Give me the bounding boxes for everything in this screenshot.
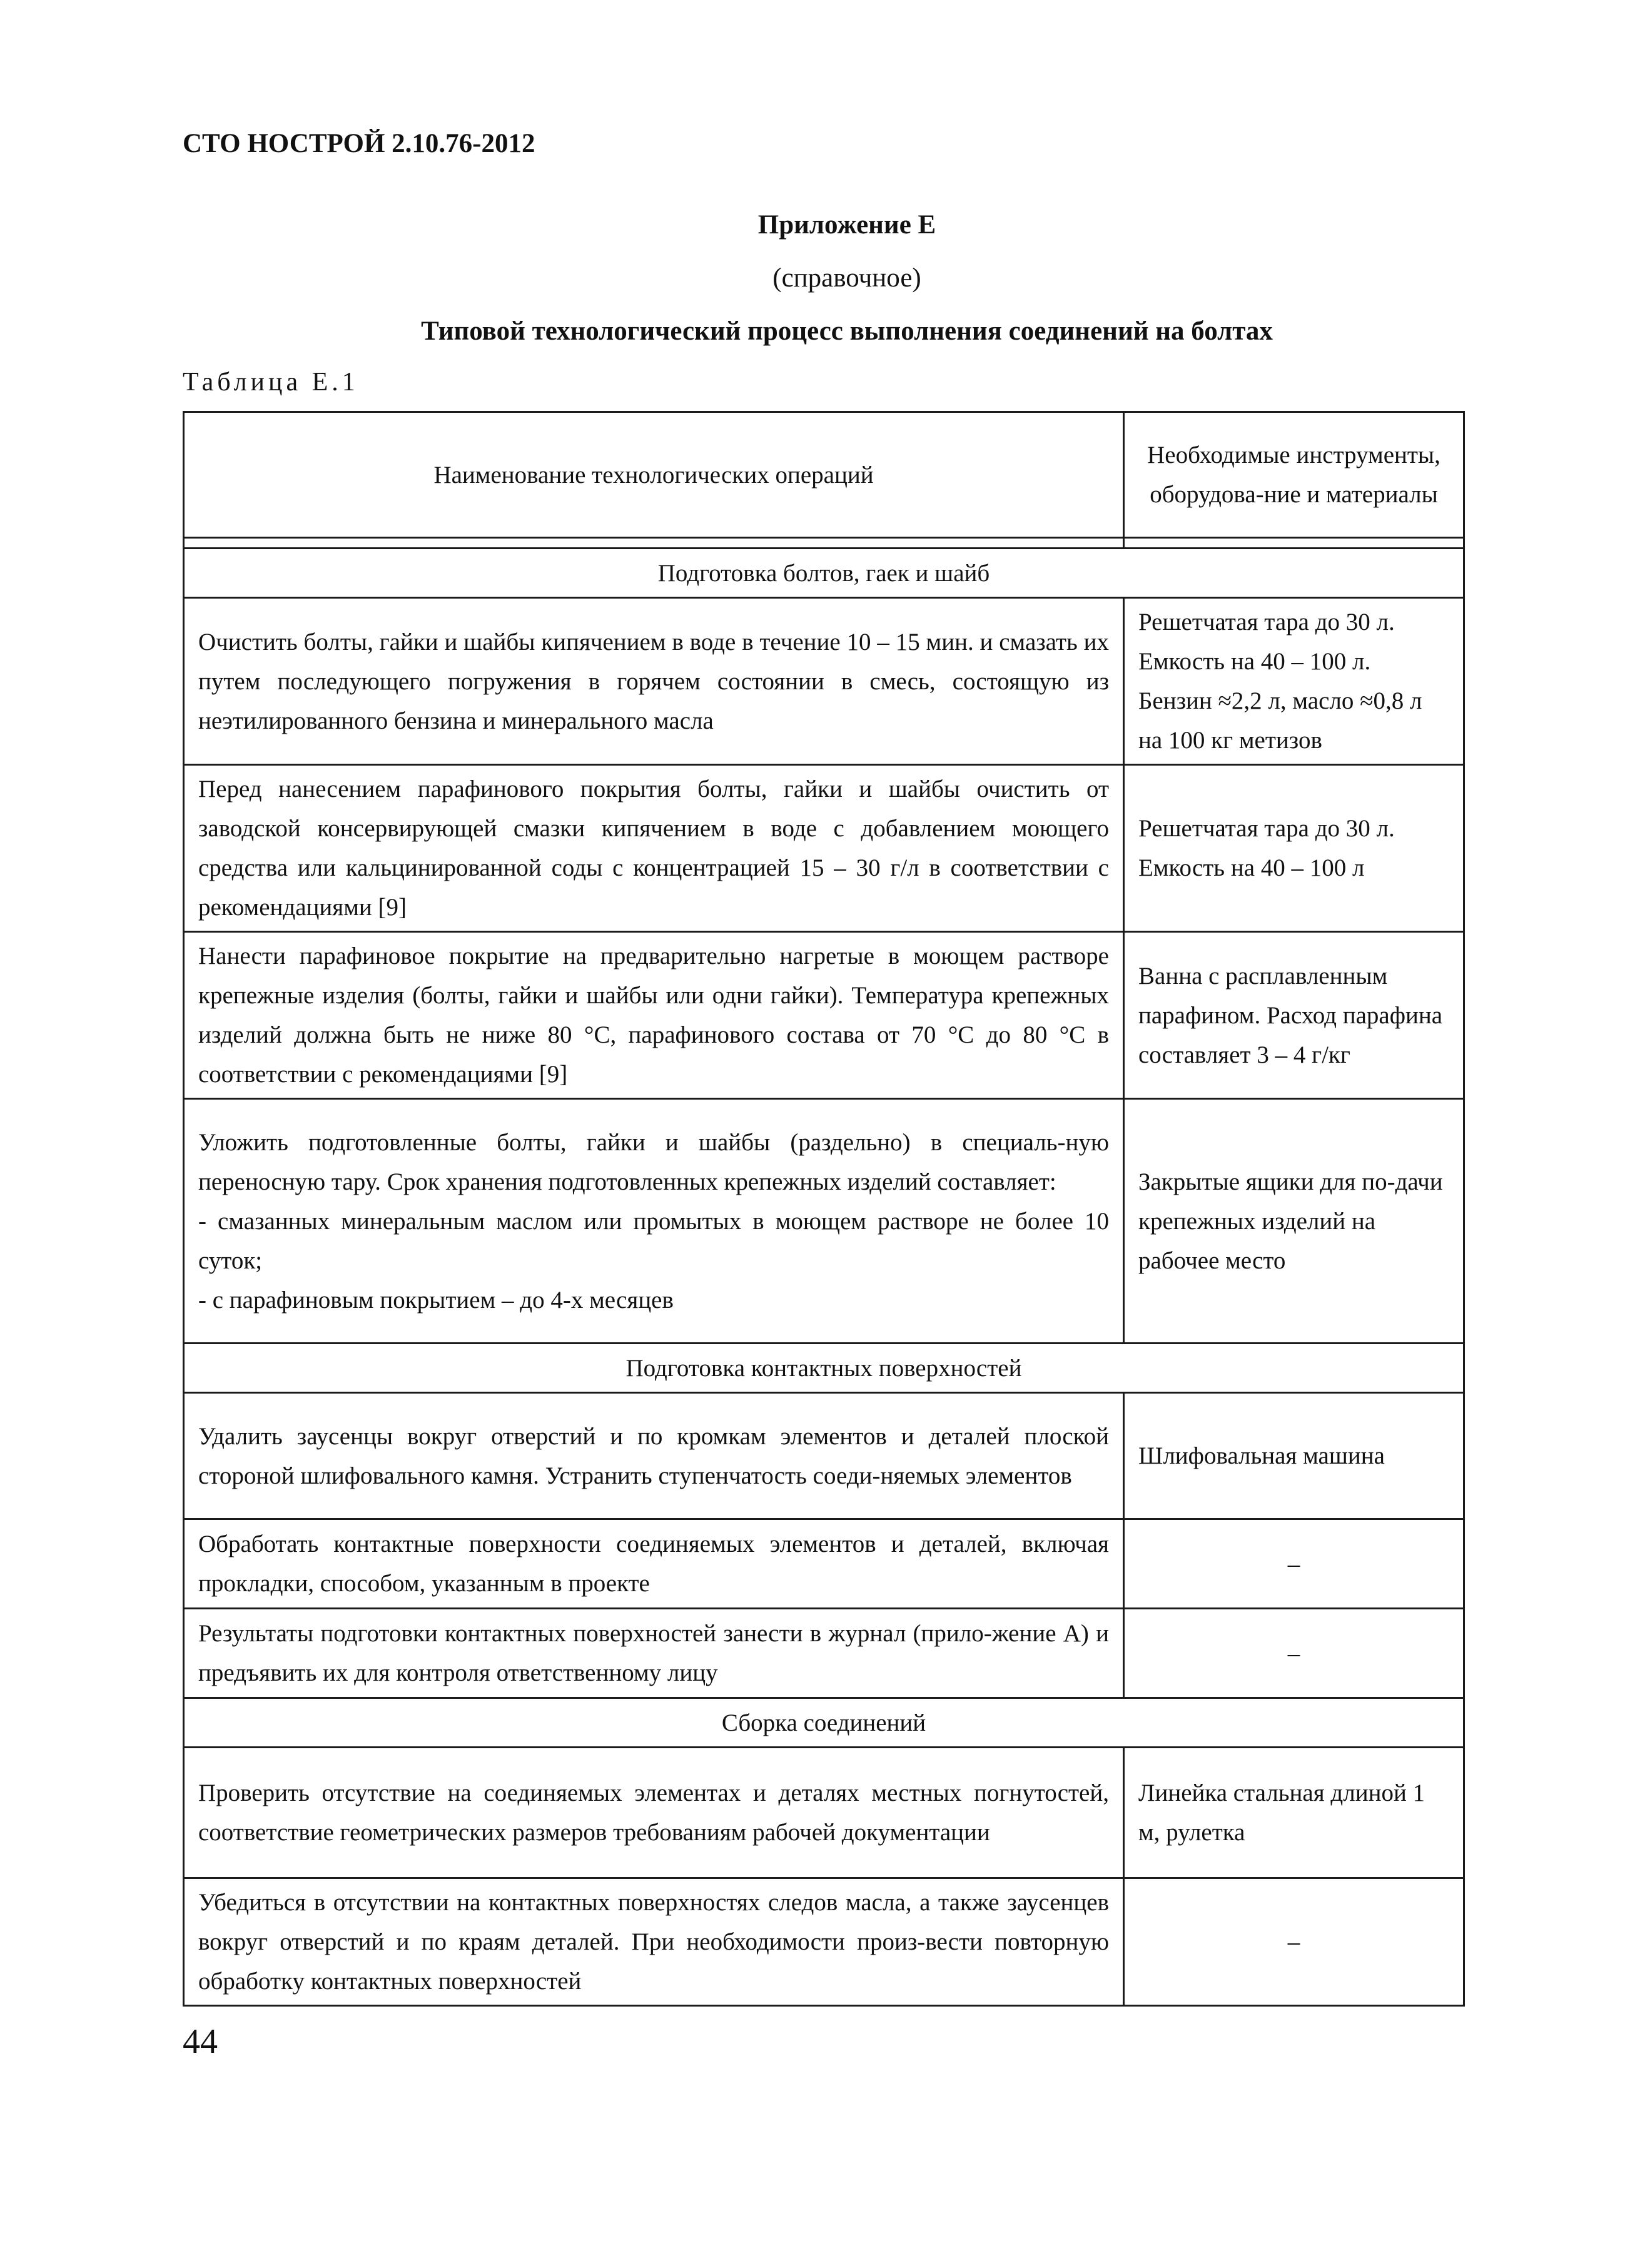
table-row (184, 1099, 1464, 1344)
tools-text: Решетчатая тара до 30 л. Емкость на 40 – 100 л. Бензин ≈2,2 л, масло ≈0,8 л на 100 кг метизов (1138, 609, 1422, 754)
table-row (184, 598, 1464, 765)
tools-text: Ванна с расплавленным парафином. Расход парафина составляет 3 – 4 г/кг (1138, 962, 1443, 1068)
table-row (184, 1519, 1464, 1609)
operations-table (183, 411, 1465, 2007)
operation-cell (184, 1393, 1124, 1519)
section-row (184, 1698, 1464, 1748)
operation-text: Уложить подготовленные болты, гайки и шайбы (раздельно) в специаль-ную переносную тару. Срок хранения подготовленных крепежных изделий составляет: - смазанных минеральным маслом или промытых в моющем растворе не более 10 суток; - с парафиновым покрытием – до 4-х месяцев (198, 1128, 1109, 1314)
tools-cell (1124, 1099, 1464, 1344)
tools-cell (1124, 1748, 1464, 1878)
tools-cell (1124, 1878, 1464, 2006)
tools-cell (1124, 598, 1464, 765)
operation-cell (184, 765, 1124, 932)
operation-cell (184, 1099, 1124, 1344)
section-title: Подготовка контактных поверхностей (184, 1344, 1464, 1393)
appendix-heading: Типовой технологический процесс выполнения соединений на болтах (421, 316, 1273, 346)
appendix-kind: (справочное) (772, 263, 921, 293)
table-row (184, 1393, 1464, 1519)
table-row (184, 765, 1464, 932)
tools-text: Закрытые ящики для по-дачи крепежных изделий на рабочее место (1138, 1168, 1443, 1274)
operation-text: Очистить болты, гайки и шайбы кипячением в воде в течение 10 – 15 мин. и смазать их путем последующего погружения в горячем состоянии в смесь, состоящую из неэтилированного бензина и минерального масла (198, 628, 1109, 734)
tools-cell (1124, 1609, 1464, 1698)
tools-text: Шлифовальная машина (1138, 1442, 1385, 1469)
operation-text: Проверить отсутствие на соединяемых элементах и деталях местных погнутостей, соответствие геометрических размеров требованиям рабочей документации (198, 1779, 1109, 1846)
tools-text: – (1287, 1550, 1300, 1577)
header-separator-cell (1124, 538, 1464, 549)
tools-cell (1124, 765, 1464, 932)
operation-cell (184, 1878, 1124, 2006)
document-code: СТО НОСТРОЙ 2.10.76-2012 (183, 129, 535, 158)
operation-cell (184, 1609, 1124, 1698)
table-row (184, 1609, 1464, 1698)
tools-cell (1124, 1393, 1464, 1519)
column-header-operation: Наименование технологических операций (184, 412, 1124, 538)
operation-cell (184, 1748, 1124, 1878)
operation-cell (184, 1519, 1124, 1609)
table-header-row (184, 412, 1464, 538)
operation-text: Убедиться в отсутствии на контактных поверхностях следов масла, а также заусенцев вокруг отверстий и по краям деталей. При необходимости произ-вести повторную обработку контактных поверхностей (198, 1889, 1109, 1995)
tools-text: – (1287, 1928, 1300, 1955)
tools-text: Линейка стальная длиной 1 м, рулетка (1138, 1779, 1425, 1846)
operation-text: Перед нанесением парафинового покрытия болты, гайки и шайбы очистить от заводской консервирующей смазки кипячением в воде с добавлением моющего средства или кальцинированной соды с концентрацией 15 – 30 г/л в соответствии с рекомендациями [9] (198, 776, 1109, 921)
table-row (184, 1878, 1464, 2006)
table-caption: Таблица Е.1 (183, 368, 359, 397)
page-number: 44 (183, 2022, 218, 2061)
section-row (184, 549, 1464, 598)
header-separator-cell (184, 538, 1124, 549)
appendix-title: Приложение Е (757, 210, 936, 240)
tools-cell (1124, 932, 1464, 1099)
header-separator (184, 538, 1464, 549)
section-title: Сборка соединений (184, 1698, 1464, 1748)
section-title: Подготовка болтов, гаек и шайб (184, 549, 1464, 598)
tools-text: – (1287, 1639, 1300, 1667)
operation-text: Нанести парафиновое покрытие на предварительно нагретые в моющем растворе крепежные изделия (болты, гайки и шайбы или одни гайки). Температура крепежных изделий должна быть не ниже 80 °С, парафинового состава от 70 °С до 80 °С в соответствии с рекомендациями [9] (198, 943, 1109, 1088)
operation-text: Обработать контактные поверхности соединяемых элементов и деталей, включая прокладки, способом, указанным в проекте (198, 1531, 1109, 1597)
operation-text: Удалить заусенцы вокруг отверстий и по кромкам элементов и деталей плоской стороной шлифовального камня. Устранить ступенчатость соеди-няемых элементов (198, 1422, 1109, 1489)
table-row (184, 1748, 1464, 1878)
column-header-tools: Необходимые инструменты, оборудова-ние и материалы (1124, 412, 1464, 538)
operation-text: Результаты подготовки контактных поверхностей занести в журнал (прило-жение А) и предъявить их для контроля ответственному лицу (198, 1620, 1109, 1686)
tools-text: Решетчатая тара до 30 л. Емкость на 40 – 100 л (1138, 815, 1395, 881)
operation-cell (184, 598, 1124, 765)
tools-cell (1124, 1519, 1464, 1609)
operation-cell (184, 932, 1124, 1099)
section-row (184, 1344, 1464, 1393)
table-row (184, 932, 1464, 1099)
